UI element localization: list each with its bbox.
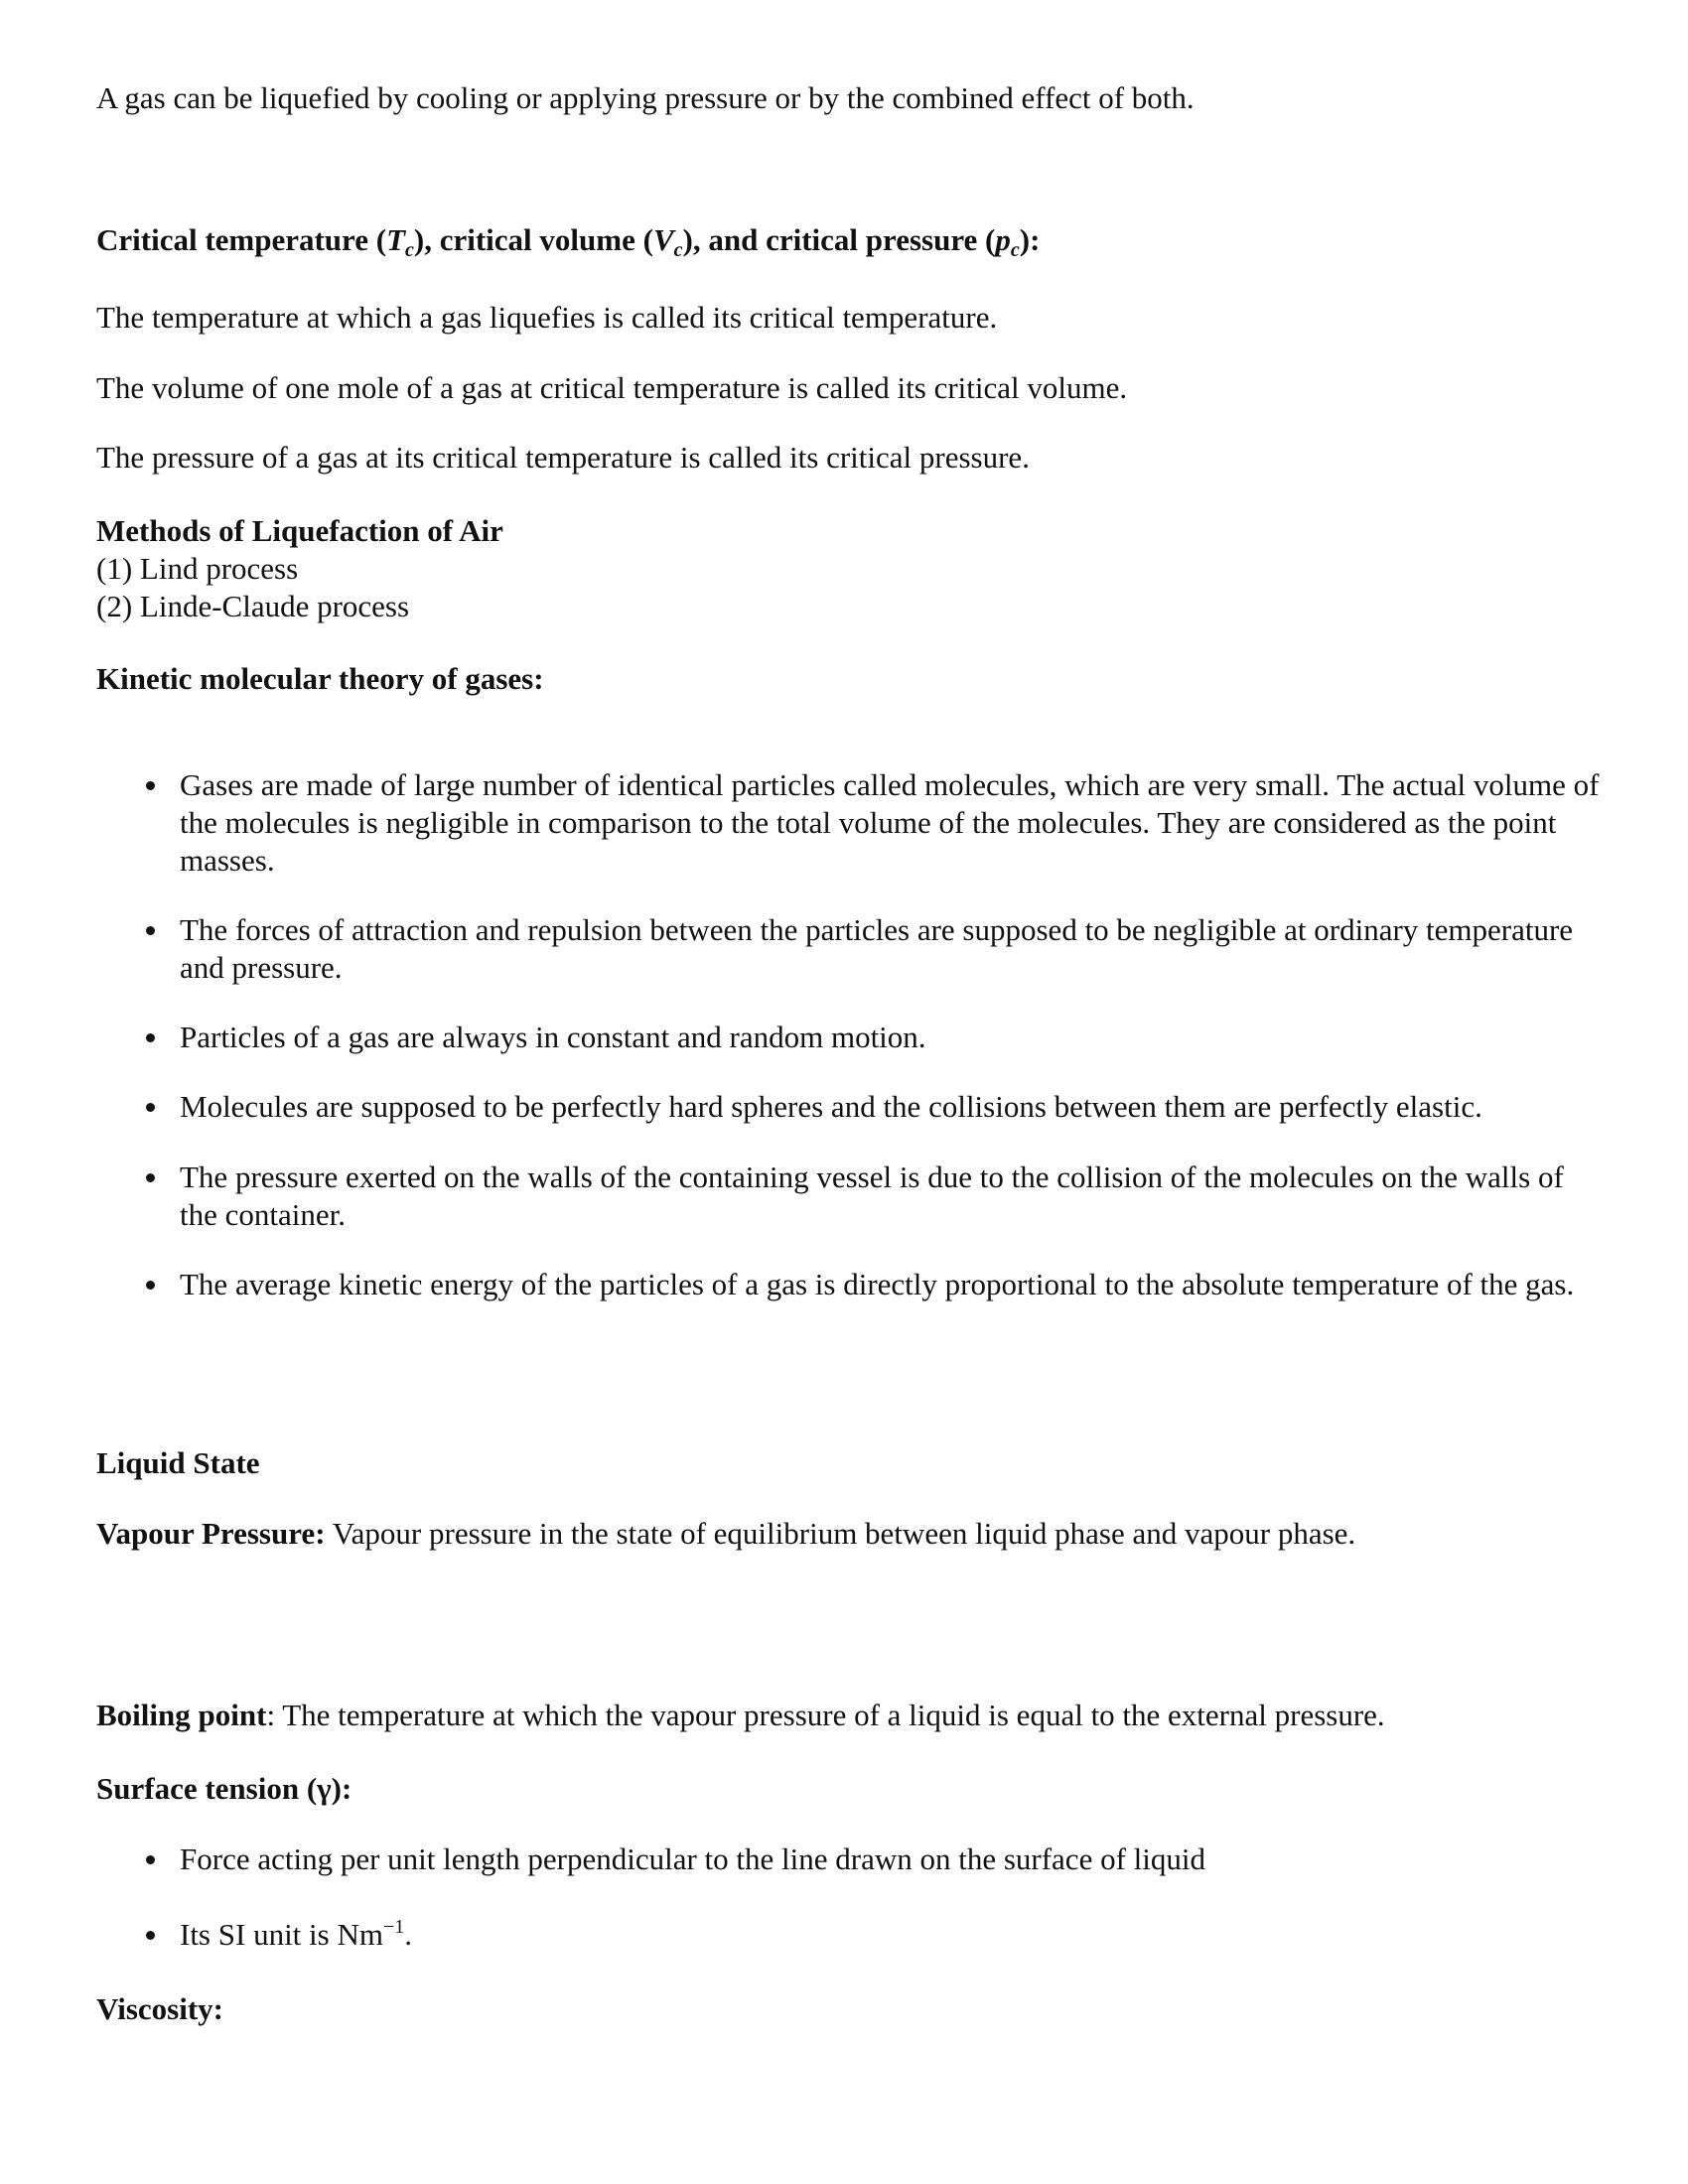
list-item-text: Molecules are supposed to be perfectly hard spheres and the collisions between them are perfectly elastic. (180, 1089, 1482, 1124)
pc-symbol: p (995, 222, 1011, 257)
si-unit-text: Its SI unit is Nm (180, 1917, 383, 1952)
tc-subscript: c (405, 239, 414, 261)
bullet-icon (146, 1173, 155, 1182)
si-unit-period: . (404, 1917, 412, 1952)
list-item-text: Force acting per unit length perpendicular to the line drawn on the surface of liquid (180, 1842, 1205, 1876)
liquefaction-method-2: (2) Linde-Claude process (96, 589, 410, 623)
critical-pressure-definition: The pressure of a gas at its critical temperature is called its critical pressure. (96, 440, 1030, 475)
tc-symbol: T (386, 222, 406, 257)
bullet-icon (146, 1033, 155, 1042)
kinetic-theory-heading: Kinetic molecular theory of gases: (96, 661, 544, 696)
si-unit-exponent: −1 (382, 1916, 405, 1938)
intro-text: A gas can be liquefied by cooling or applying pressure or by the combined effect of both. (96, 80, 1195, 115)
vapour-pressure-text: Vapour pressure in the state of equilibrium between liquid phase and vapour phase. (325, 1516, 1356, 1551)
bullet-icon (146, 781, 155, 790)
critical-heading-part4: ): (1019, 222, 1041, 257)
boiling-point-line (96, 1697, 1385, 1734)
vapour-pressure-label: Vapour Pressure: (96, 1516, 326, 1551)
liquefaction-heading: Methods of Liquefaction of Air (96, 513, 503, 548)
list-item-text: The forces of attraction and repulsion between the particles are supposed to be negligible at ordinary temperature and pressure. (180, 912, 1574, 985)
liquefaction-method-1: (1) Lind process (96, 551, 299, 586)
surface-tension-heading: Surface tension (γ): (96, 1771, 352, 1806)
liquid-state-heading: Liquid State (96, 1445, 260, 1480)
bullet-icon (146, 1281, 155, 1290)
bullet-icon (146, 1103, 155, 1112)
vc-subscript: c (673, 239, 683, 261)
list-item-text: Gases are made of large number of identical particles called molecules, which are very small. The actual volume of the molecules is negligible in comparison to the total volume of the molecules. They are considered as the point masses. (180, 767, 1600, 878)
boiling-point-text: : The temperature at which the vapour pressure of a liquid is equal to the external pressure. (266, 1698, 1385, 1732)
critical-heading (96, 221, 1040, 259)
bullet-icon (146, 1931, 155, 1940)
vapour-pressure-line (96, 1515, 1355, 1553)
bullet-icon (146, 926, 155, 935)
list-item-text: Particles of a gas are always in constant and random motion. (180, 1020, 926, 1054)
critical-heading-part3: ), and critical pressure ( (682, 222, 996, 257)
critical-volume-definition: The volume of one mole of a gas at critical temperature is called its critical volume. (96, 370, 1128, 405)
list-item-text: The pressure exerted on the walls of the containing vessel is due to the collision of the molecules on the walls of the container. (180, 1160, 1564, 1232)
list-item-text (180, 1916, 1600, 1954)
viscosity-heading: Viscosity: (96, 1991, 223, 2026)
list-item-text: The average kinetic energy of the particles of a gas is directly proportional to the absolute temperature of the gas. (180, 1267, 1575, 1301)
critical-temperature-definition: The temperature at which a gas liquefies is called its critical temperature. (96, 300, 998, 335)
vc-symbol: V (652, 222, 674, 257)
pc-subscript: c (1010, 239, 1020, 261)
boiling-point-label: Boiling point (96, 1698, 267, 1732)
critical-heading-part1: Critical temperature ( (96, 222, 387, 257)
bullet-icon (146, 1855, 155, 1864)
critical-heading-part2: ), critical volume ( (413, 222, 653, 257)
